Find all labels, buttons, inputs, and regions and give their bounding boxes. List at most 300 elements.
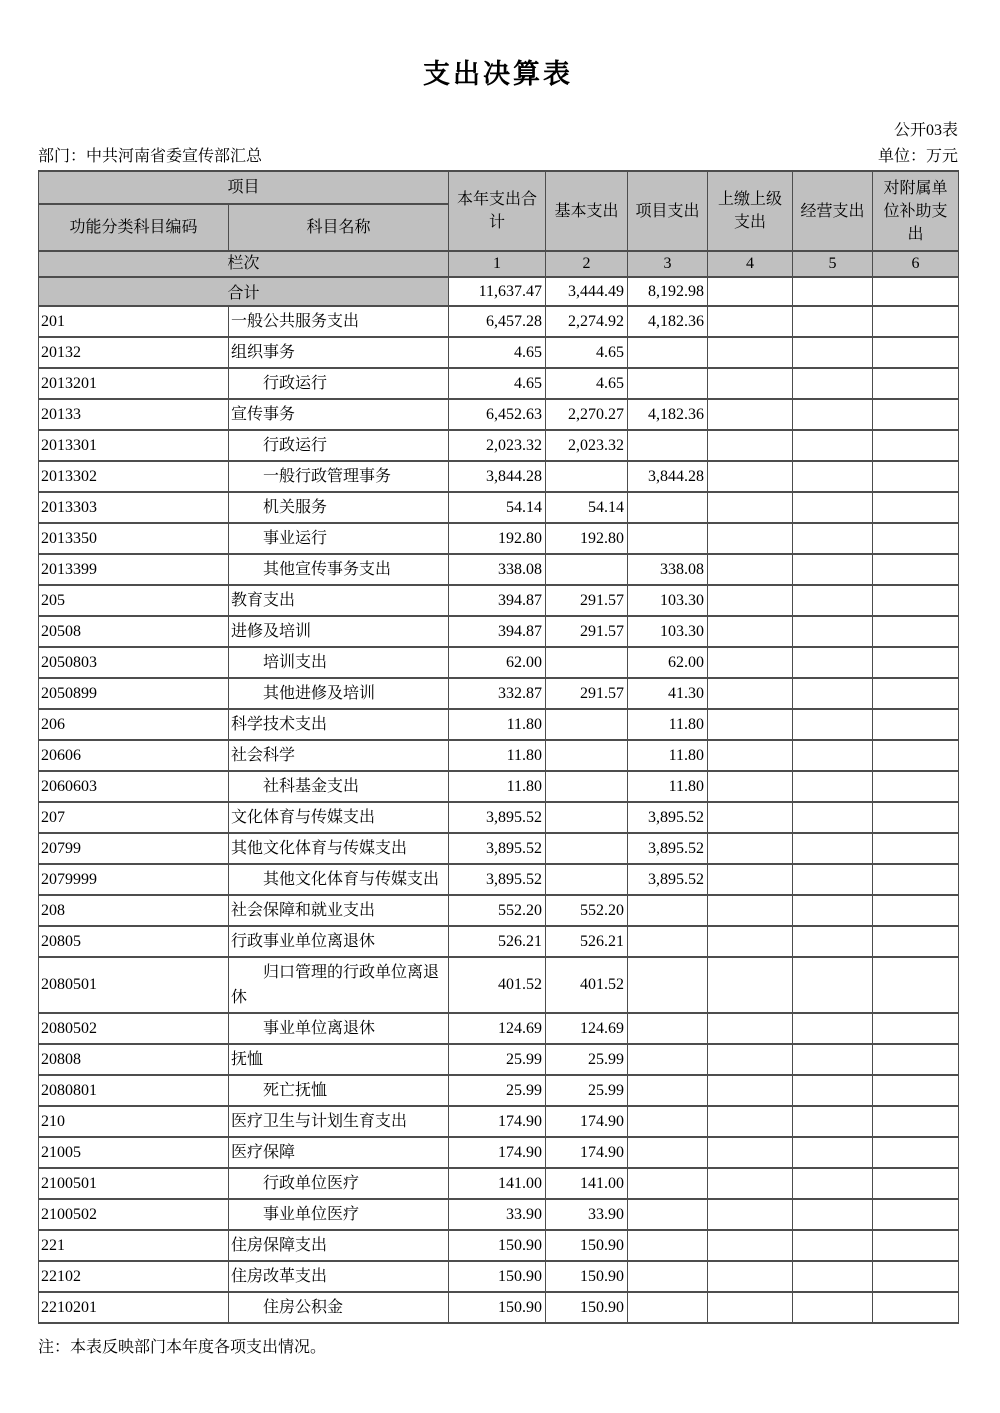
value-col-2: 2,023.32: [546, 430, 628, 461]
value-col-2: 33.90: [546, 1199, 628, 1230]
value-col-1: 3,844.28: [449, 461, 546, 492]
row-subject-name: 培训支出: [229, 647, 449, 678]
row-subject-name: 社会科学: [229, 740, 449, 771]
row-function-code: 208: [39, 895, 229, 926]
value-col-4: [708, 585, 793, 616]
value-col-5: [793, 833, 873, 864]
value-col-6: [873, 647, 959, 678]
row-subject-name: 其他文化体育与传媒支出: [229, 864, 449, 895]
value-col-1: 4.65: [449, 368, 546, 399]
table-row: [39, 585, 959, 616]
value-col-4: [708, 492, 793, 523]
table-row: [39, 1044, 959, 1075]
row-subject-name: 行政事业单位离退休: [229, 926, 449, 957]
value-col-6: [873, 864, 959, 895]
row-function-code: 2080502: [39, 1013, 229, 1044]
value-col-3: 8,192.98: [628, 277, 708, 306]
value-col-5: [793, 864, 873, 895]
value-col-1: 54.14: [449, 492, 546, 523]
table-row: [39, 833, 959, 864]
value-col-2: 4.65: [546, 337, 628, 368]
unit-label: 单位：万元: [877, 148, 958, 165]
value-col-3: 41.30: [628, 678, 708, 709]
lane-number-5: 5: [793, 251, 873, 277]
lane-number-1: 1: [449, 251, 546, 277]
table-code: 公开03表: [893, 122, 958, 139]
table-row: [39, 864, 959, 895]
table-row: [39, 616, 959, 647]
value-col-1: 192.80: [449, 523, 546, 554]
value-col-6: [873, 740, 959, 771]
table-row: [39, 957, 959, 1013]
value-col-1: 174.90: [449, 1137, 546, 1168]
header-project: 项目: [39, 171, 449, 204]
value-col-5: [793, 337, 873, 368]
value-col-1: 3,895.52: [449, 802, 546, 833]
value-col-3: 3,895.52: [628, 864, 708, 895]
table-row: [39, 678, 959, 709]
row-function-code: 2050803: [39, 647, 229, 678]
value-col-5: [793, 926, 873, 957]
row-subject-name: 医疗保障: [229, 1137, 449, 1168]
row-function-code: 2079999: [39, 864, 229, 895]
value-col-1: 150.90: [449, 1261, 546, 1292]
row-function-code: 2013301: [39, 430, 229, 461]
row-function-code: 205: [39, 585, 229, 616]
value-col-6: [873, 337, 959, 368]
value-col-4: [708, 1013, 793, 1044]
value-col-5: [793, 957, 873, 1013]
value-col-1: 11.80: [449, 740, 546, 771]
header-total-expenditure: 本年支出合计: [449, 171, 546, 251]
value-col-2: [546, 554, 628, 585]
row-function-code: 2210201: [39, 1292, 229, 1323]
value-col-3: [628, 337, 708, 368]
value-col-6: [873, 430, 959, 461]
row-function-code: 2060603: [39, 771, 229, 802]
value-col-1: 332.87: [449, 678, 546, 709]
table-row: [39, 306, 959, 337]
value-col-2: 552.20: [546, 895, 628, 926]
value-col-2: 192.80: [546, 523, 628, 554]
value-col-6: [873, 616, 959, 647]
value-col-2: 3,444.49: [546, 277, 628, 306]
table-row: [39, 1261, 959, 1292]
value-col-2: 25.99: [546, 1044, 628, 1075]
value-col-3: [628, 1013, 708, 1044]
row-subject-name: 行政运行: [229, 430, 449, 461]
value-col-6: [873, 1199, 959, 1230]
header-subject-name: 科目名称: [229, 204, 449, 251]
row-function-code: 20805: [39, 926, 229, 957]
value-col-3: 11.80: [628, 709, 708, 740]
value-col-6: [873, 1044, 959, 1075]
row-function-code: 2100501: [39, 1168, 229, 1199]
value-col-6: [873, 802, 959, 833]
row-subject-name: 住房公积金: [229, 1292, 449, 1323]
row-subject-name: 事业运行: [229, 523, 449, 554]
value-col-4: [708, 337, 793, 368]
value-col-3: 11.80: [628, 740, 708, 771]
table-row: [39, 523, 959, 554]
value-col-4: [708, 1199, 793, 1230]
header-operating-expenditure: 经营支出: [793, 171, 873, 251]
header-basic-expenditure: 基本支出: [546, 171, 628, 251]
table-row: [39, 926, 959, 957]
row-function-code: 20808: [39, 1044, 229, 1075]
row-subject-name: 行政单位医疗: [229, 1168, 449, 1199]
value-col-5: [793, 585, 873, 616]
value-col-6: [873, 461, 959, 492]
table-body: [39, 277, 959, 1323]
value-col-1: 3,895.52: [449, 833, 546, 864]
value-col-2: [546, 802, 628, 833]
table-row: [39, 1106, 959, 1137]
value-col-3: [628, 895, 708, 926]
row-subject-name: 社会保障和就业支出: [229, 895, 449, 926]
value-col-3: [628, 1137, 708, 1168]
value-col-2: 141.00: [546, 1168, 628, 1199]
row-function-code: 20132: [39, 337, 229, 368]
table-row: [39, 1013, 959, 1044]
value-col-4: [708, 1044, 793, 1075]
value-col-3: [628, 1199, 708, 1230]
value-col-6: [873, 771, 959, 802]
value-col-5: [793, 740, 873, 771]
lane-label: 栏次: [39, 251, 449, 277]
row-subject-name: 文化体育与传媒支出: [229, 802, 449, 833]
row-function-code: 21005: [39, 1137, 229, 1168]
row-subject-name: 科学技术支出: [229, 709, 449, 740]
value-col-4: [708, 1137, 793, 1168]
row-function-code: 2013350: [39, 523, 229, 554]
value-col-6: [873, 523, 959, 554]
row-subject-name: 一般行政管理事务: [229, 461, 449, 492]
lane-number-row: [39, 251, 959, 277]
value-col-2: 54.14: [546, 492, 628, 523]
value-col-5: [793, 523, 873, 554]
header-group-row: [39, 171, 959, 204]
table-row: [39, 399, 959, 430]
value-col-6: [873, 1292, 959, 1323]
value-col-2: [546, 461, 628, 492]
table-row: [39, 895, 959, 926]
value-col-4: [708, 895, 793, 926]
value-col-1: 2,023.32: [449, 430, 546, 461]
value-col-5: [793, 399, 873, 430]
value-col-6: [873, 833, 959, 864]
value-col-5: [793, 1230, 873, 1261]
value-col-5: [793, 1013, 873, 1044]
value-col-1: 552.20: [449, 895, 546, 926]
value-col-2: [546, 709, 628, 740]
row-function-code: 20508: [39, 616, 229, 647]
value-col-4: [708, 957, 793, 1013]
row-function-code: 22102: [39, 1261, 229, 1292]
value-col-1: 62.00: [449, 647, 546, 678]
value-col-4: [708, 306, 793, 337]
value-col-2: 174.90: [546, 1106, 628, 1137]
department-label: 部门：中共河南省委宣传部汇总: [38, 148, 263, 165]
value-col-3: [628, 1230, 708, 1261]
value-col-5: [793, 1106, 873, 1137]
value-col-5: [793, 368, 873, 399]
row-subject-name: 行政运行: [229, 368, 449, 399]
value-col-2: 150.90: [546, 1261, 628, 1292]
value-col-3: [628, 1261, 708, 1292]
value-col-2: 291.57: [546, 616, 628, 647]
value-col-5: [793, 709, 873, 740]
value-col-4: [708, 554, 793, 585]
row-function-code: 2100502: [39, 1199, 229, 1230]
row-subject-name: 组织事务: [229, 337, 449, 368]
row-subject-name: 死亡抚恤: [229, 1075, 449, 1106]
value-col-6: [873, 957, 959, 1013]
value-col-5: [793, 616, 873, 647]
header-upturned-expenditure: 上缴上级支出: [708, 171, 793, 251]
table-row: [39, 492, 959, 523]
row-subject-name: 其他文化体育与传媒支出: [229, 833, 449, 864]
row-function-code: 2013201: [39, 368, 229, 399]
table-row: [39, 1199, 959, 1230]
value-col-2: 2,270.27: [546, 399, 628, 430]
value-col-5: [793, 492, 873, 523]
value-col-4: [708, 1261, 793, 1292]
row-function-code: 20799: [39, 833, 229, 864]
value-col-4: [708, 1230, 793, 1261]
row-function-code: 207: [39, 802, 229, 833]
value-col-2: 25.99: [546, 1075, 628, 1106]
value-col-3: 3,895.52: [628, 833, 708, 864]
value-col-4: [708, 368, 793, 399]
value-col-5: [793, 1199, 873, 1230]
value-col-5: [793, 554, 873, 585]
value-col-2: 526.21: [546, 926, 628, 957]
value-col-5: [793, 306, 873, 337]
value-col-3: [628, 523, 708, 554]
value-col-1: 33.90: [449, 1199, 546, 1230]
value-col-6: [873, 1230, 959, 1261]
value-col-6: [873, 678, 959, 709]
value-col-3: [628, 1106, 708, 1137]
table-row: [39, 740, 959, 771]
table-row: [39, 368, 959, 399]
value-col-1: 124.69: [449, 1013, 546, 1044]
value-col-5: [793, 1261, 873, 1292]
value-col-3: [628, 492, 708, 523]
value-col-3: [628, 957, 708, 1013]
value-col-5: [793, 771, 873, 802]
value-col-4: [708, 740, 793, 771]
row-subject-name: 教育支出: [229, 585, 449, 616]
value-col-1: 6,457.28: [449, 306, 546, 337]
row-function-code: 201: [39, 306, 229, 337]
value-col-1: 394.87: [449, 616, 546, 647]
table-row: [39, 771, 959, 802]
table-row: [39, 802, 959, 833]
value-col-6: [873, 1106, 959, 1137]
value-col-3: [628, 368, 708, 399]
value-col-4: [708, 802, 793, 833]
lane-number-6: 6: [873, 251, 959, 277]
value-col-4: [708, 771, 793, 802]
table-row: [39, 1292, 959, 1323]
value-col-5: [793, 802, 873, 833]
value-col-6: [873, 926, 959, 957]
value-col-1: 338.08: [449, 554, 546, 585]
value-col-2: [546, 833, 628, 864]
value-col-1: 141.00: [449, 1168, 546, 1199]
value-col-4: [708, 926, 793, 957]
footnote: 注：本表反映部门本年度各项支出情况。: [38, 1339, 327, 1356]
value-col-2: 124.69: [546, 1013, 628, 1044]
value-col-2: [546, 740, 628, 771]
table-row: [39, 1137, 959, 1168]
value-col-4: [708, 461, 793, 492]
row-function-code: 2013399: [39, 554, 229, 585]
value-col-4: [708, 833, 793, 864]
value-col-6: [873, 1013, 959, 1044]
table-row: [39, 337, 959, 368]
value-col-5: [793, 430, 873, 461]
table-row: [39, 430, 959, 461]
lane-number-4: 4: [708, 251, 793, 277]
value-col-1: 3,895.52: [449, 864, 546, 895]
table-row: [39, 554, 959, 585]
row-subject-name: 医疗卫生与计划生育支出: [229, 1106, 449, 1137]
value-col-5: [793, 647, 873, 678]
value-col-6: [873, 709, 959, 740]
value-col-4: [708, 399, 793, 430]
value-col-4: [708, 864, 793, 895]
value-col-1: 394.87: [449, 585, 546, 616]
value-col-4: [708, 523, 793, 554]
value-col-4: [708, 709, 793, 740]
value-col-3: 4,182.36: [628, 306, 708, 337]
value-col-2: 150.90: [546, 1292, 628, 1323]
value-col-4: [708, 678, 793, 709]
value-col-5: [793, 678, 873, 709]
row-subject-name: 一般公共服务支出: [229, 306, 449, 337]
value-col-5: [793, 1292, 873, 1323]
value-col-5: [793, 1168, 873, 1199]
value-col-6: [873, 1137, 959, 1168]
expenditure-table: [38, 170, 959, 1324]
value-col-4: [708, 647, 793, 678]
value-col-4: [708, 1292, 793, 1323]
table-row: [39, 1230, 959, 1261]
value-col-1: 11.80: [449, 709, 546, 740]
total-row: [39, 277, 959, 306]
value-col-6: [873, 895, 959, 926]
value-col-4: [708, 1075, 793, 1106]
value-col-3: 103.30: [628, 616, 708, 647]
row-subject-name: 归口管理的行政单位离退休: [229, 957, 449, 1013]
row-subject-name: 住房改革支出: [229, 1261, 449, 1292]
value-col-3: 103.30: [628, 585, 708, 616]
value-col-2: 401.52: [546, 957, 628, 1013]
row-function-code: 2013302: [39, 461, 229, 492]
value-col-3: 62.00: [628, 647, 708, 678]
row-subject-name: 其他进修及培训: [229, 678, 449, 709]
value-col-6: [873, 1168, 959, 1199]
value-col-1: 25.99: [449, 1075, 546, 1106]
value-col-2: 2,274.92: [546, 306, 628, 337]
row-subject-name: 事业单位离退休: [229, 1013, 449, 1044]
value-col-6: [873, 368, 959, 399]
table-row: [39, 1075, 959, 1106]
value-col-3: [628, 1075, 708, 1106]
value-col-1: 11.80: [449, 771, 546, 802]
value-col-6: [873, 585, 959, 616]
row-function-code: 206: [39, 709, 229, 740]
row-subject-name: 抚恤: [229, 1044, 449, 1075]
lane-number-3: 3: [628, 251, 708, 277]
row-subject-name: 机关服务: [229, 492, 449, 523]
value-col-1: 150.90: [449, 1230, 546, 1261]
row-subject-name: 宣传事务: [229, 399, 449, 430]
row-function-code: 2080501: [39, 957, 229, 1013]
value-col-2: [546, 771, 628, 802]
row-function-code: 20606: [39, 740, 229, 771]
value-col-2: 4.65: [546, 368, 628, 399]
row-subject-name: 其他宣传事务支出: [229, 554, 449, 585]
value-col-6: [873, 492, 959, 523]
value-col-3: [628, 430, 708, 461]
value-col-3: [628, 926, 708, 957]
value-col-2: [546, 647, 628, 678]
value-col-3: [628, 1168, 708, 1199]
row-subject-name: 住房保障支出: [229, 1230, 449, 1261]
value-col-2: 291.57: [546, 678, 628, 709]
value-col-5: [793, 1137, 873, 1168]
row-subject-name: 事业单位医疗: [229, 1199, 449, 1230]
value-col-1: 401.52: [449, 957, 546, 1013]
row-function-code: 2080801: [39, 1075, 229, 1106]
lane-number-2: 2: [546, 251, 628, 277]
value-col-3: 338.08: [628, 554, 708, 585]
value-col-5: [793, 1075, 873, 1106]
value-col-1: 526.21: [449, 926, 546, 957]
value-col-1: 25.99: [449, 1044, 546, 1075]
value-col-2: 150.90: [546, 1230, 628, 1261]
row-function-code: 2050899: [39, 678, 229, 709]
table-row: [39, 461, 959, 492]
value-col-4: [708, 430, 793, 461]
value-col-2: 174.90: [546, 1137, 628, 1168]
value-col-4: [708, 1168, 793, 1199]
value-col-6: [873, 306, 959, 337]
value-col-5: [793, 461, 873, 492]
value-col-5: [793, 277, 873, 306]
value-col-5: [793, 1044, 873, 1075]
header-subsidy-expenditure: 对附属单位补助支出: [873, 171, 959, 251]
value-col-3: 3,895.52: [628, 802, 708, 833]
value-col-6: [873, 399, 959, 430]
value-col-3: [628, 1044, 708, 1075]
row-function-code: 20133: [39, 399, 229, 430]
value-col-6: [873, 1261, 959, 1292]
value-col-6: [873, 554, 959, 585]
row-subject-name: 社科基金支出: [229, 771, 449, 802]
total-row-label: 合计: [39, 277, 449, 306]
page-title: 支出决算表: [423, 59, 573, 89]
row-function-code: 221: [39, 1230, 229, 1261]
value-col-3: [628, 1292, 708, 1323]
value-col-4: [708, 616, 793, 647]
value-col-1: 6,452.63: [449, 399, 546, 430]
value-col-4: [708, 1106, 793, 1137]
